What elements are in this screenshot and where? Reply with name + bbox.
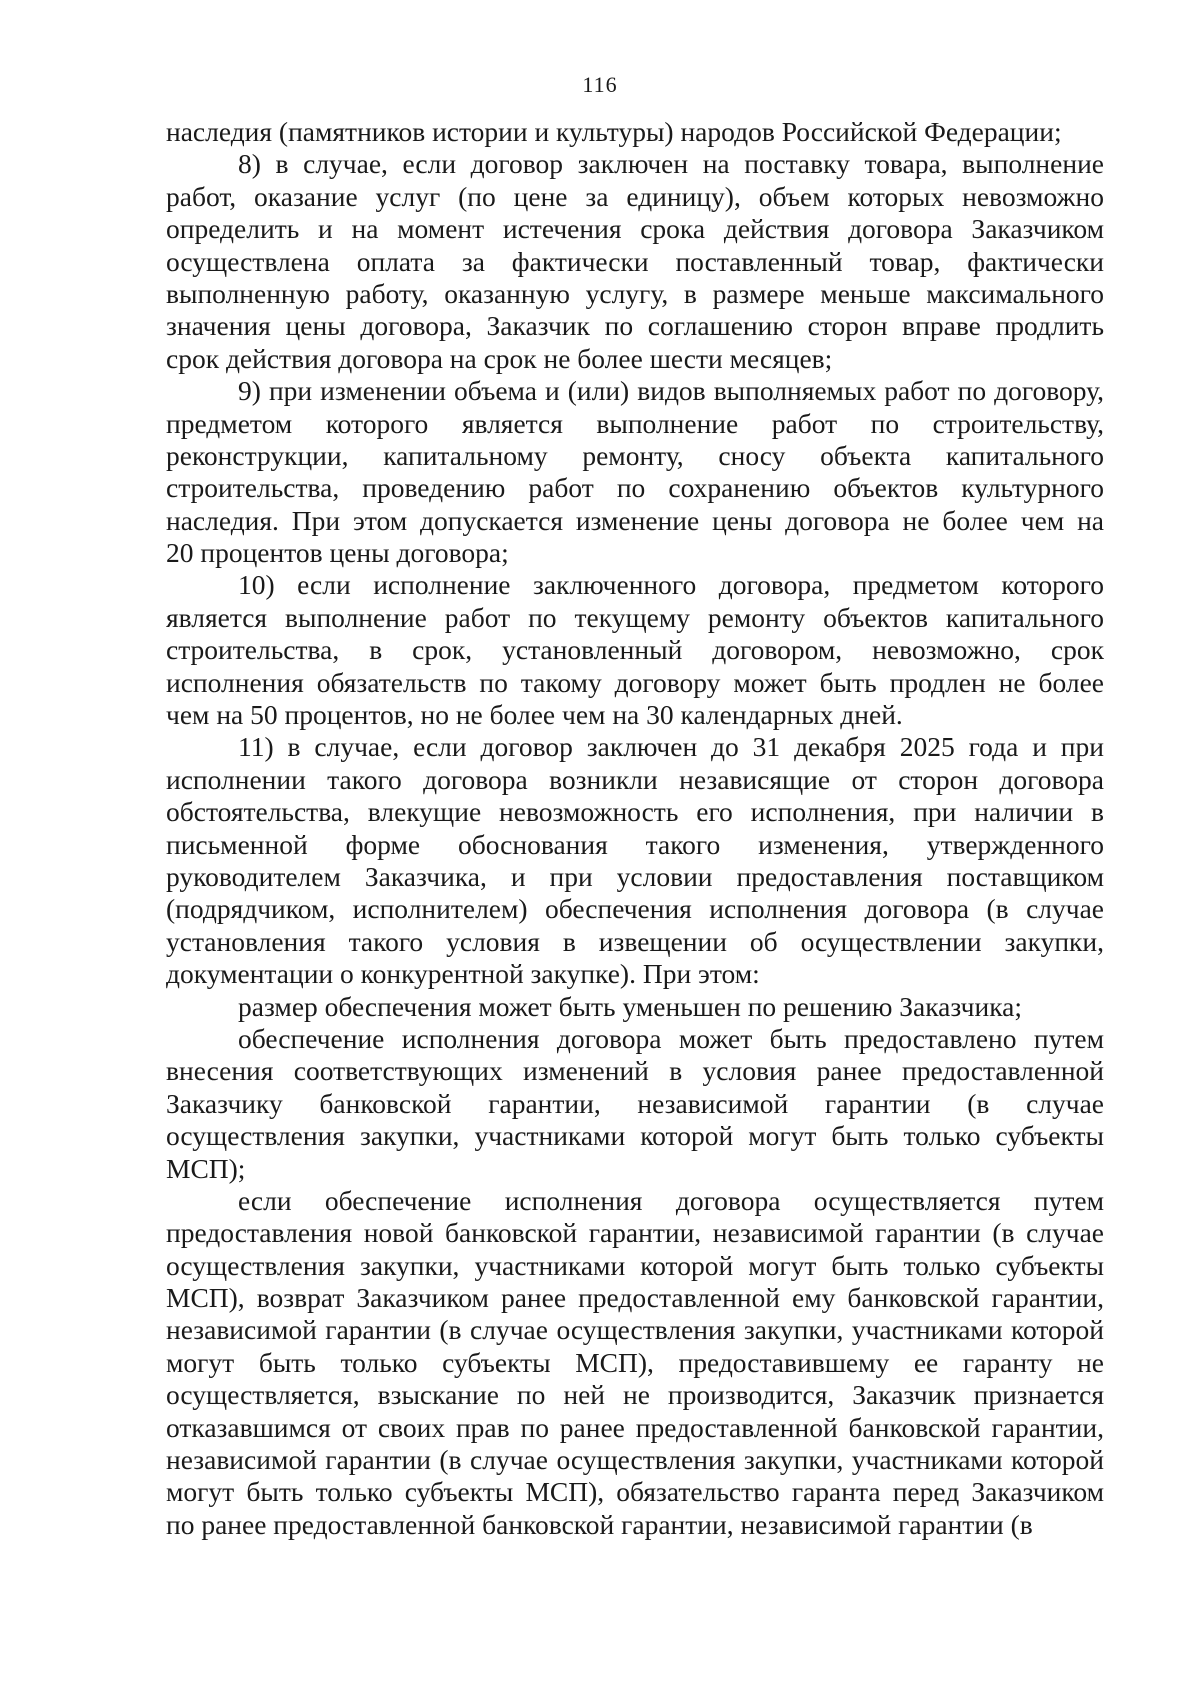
- text-line: 20 процентов цены договора;: [166, 537, 509, 569]
- text-line: обеспечение исполнения договора может быть предоставлено путем: [238, 1022, 1104, 1054]
- text-line: осуществлена оплата за фактически поставленный товар, фактически: [166, 245, 1104, 277]
- paragraph: [166, 731, 1104, 990]
- text-line: предметом которого является выполнение работ по строительству,: [166, 407, 1104, 439]
- paragraph: [166, 569, 1104, 731]
- text-line: документации о конкурентной закупке). При этом:: [166, 958, 760, 990]
- text-line: осуществления закупки, участниками которой могут быть только субъекты: [166, 1120, 1104, 1152]
- text-line: наследия. При этом допускается изменение цены договора не более чем на: [166, 504, 1104, 536]
- text-line: Заказчику банковской гарантии, независимой гарантии (в случае: [166, 1087, 1104, 1119]
- text-line: строительства, проведению работ по сохранению объектов культурного: [166, 472, 1104, 504]
- text-line: наследия (памятников истории и культуры) народов Российской Федерации;: [166, 116, 1062, 147]
- text-line: исполнении такого договора возникли независящие от сторон договора: [166, 763, 1104, 795]
- text-line: (подрядчиком, исполнителем) обеспечения исполнения договора (в случае: [166, 893, 1104, 925]
- text-line: определить и на момент истечения срока действия договора Заказчиком: [166, 213, 1104, 245]
- page-number: 116: [582, 72, 618, 97]
- text-line: предоставления новой банковской гарантии, независимой гарантии (в случае: [166, 1217, 1104, 1249]
- text-line: если обеспечение исполнения договора осуществляется путем: [238, 1184, 1104, 1216]
- text-line: 9) при изменении объема и (или) видов выполняемых работ по договору,: [238, 375, 1104, 407]
- text-line: установления такого условия в извещении об осуществлении закупки,: [166, 925, 1104, 957]
- text-line: осуществления закупки, участниками которой могут быть только субъекты: [166, 1249, 1104, 1281]
- text-line: работ, оказание услуг (по цене за единицу), объем которых невозможно: [166, 180, 1104, 212]
- text-line: является выполнение работ по текущему ремонту объектов капитального: [166, 601, 1104, 633]
- text-line: могут быть только субъекты МСП), предоставившему ее гаранту не: [166, 1346, 1104, 1378]
- text-line: значения цены договора, Заказчик по соглашению сторон вправе продлить: [166, 310, 1104, 342]
- paragraph: [166, 148, 1104, 375]
- paragraph: [166, 1185, 1104, 1541]
- text-line: 8) в случае, если договор заключен на поставку товара, выполнение: [238, 148, 1104, 180]
- text-line: МСП), возврат Заказчиком ранее предоставленной ему банковской гарантии,: [166, 1282, 1104, 1314]
- text-line: исполнения обязательств по такому договору может быть продлен не более: [166, 666, 1104, 698]
- text-line: письменной форме обоснования такого изменения, утвержденного: [166, 828, 1104, 860]
- text-line: размер обеспечения может быть уменьшен по решению Заказчика;: [238, 990, 1023, 1022]
- text-line: 11) в случае, если договор заключен до 31 декабря 2025 года и при: [238, 731, 1104, 763]
- text-line: МСП);: [166, 1152, 246, 1184]
- paragraph: [166, 1023, 1104, 1185]
- text-line: обстоятельства, влекущие невозможность его исполнения, при наличии в: [166, 796, 1104, 828]
- text-line: чем на 50 процентов, но не более чем на 30 календарных дней.: [166, 699, 903, 731]
- text-line: реконструкции, капитальному ремонту, сносу объекта капитального: [166, 439, 1104, 471]
- text-line: внесения соответствующих изменений в условия ранее предоставленной: [166, 1055, 1104, 1087]
- document-body: [166, 116, 1104, 1541]
- paragraph: [166, 375, 1104, 569]
- text-line: отказавшимся от своих прав по ранее предоставленной банковской гарантии,: [166, 1411, 1104, 1443]
- text-line: независимой гарантии (в случае осуществления закупки, участниками которой: [166, 1314, 1104, 1346]
- text-line: могут быть только субъекты МСП), обязательство гаранта перед Заказчиком: [166, 1476, 1104, 1508]
- text-line: осуществляется, взыскание по ней не производится, Заказчик признается: [166, 1379, 1104, 1411]
- text-line: 10) если исполнение заключенного договора, предметом которого: [238, 569, 1104, 601]
- paragraph: [166, 116, 1104, 148]
- text-line: срок действия договора на срок не более шести месяцев;: [166, 342, 833, 374]
- text-line: независимой гарантии (в случае осуществления закупки, участниками которой: [166, 1444, 1104, 1476]
- text-line: выполненную работу, оказанную услугу, в размере меньше максимального: [166, 277, 1104, 309]
- text-line: руководителем Заказчика, и при условии предоставления поставщиком: [166, 860, 1104, 892]
- text-line: строительства, в срок, установленный договором, невозможно, срок: [166, 634, 1104, 666]
- paragraph: [166, 991, 1104, 1023]
- text-line: по ранее предоставленной банковской гарантии, независимой гарантии (в: [166, 1508, 1033, 1540]
